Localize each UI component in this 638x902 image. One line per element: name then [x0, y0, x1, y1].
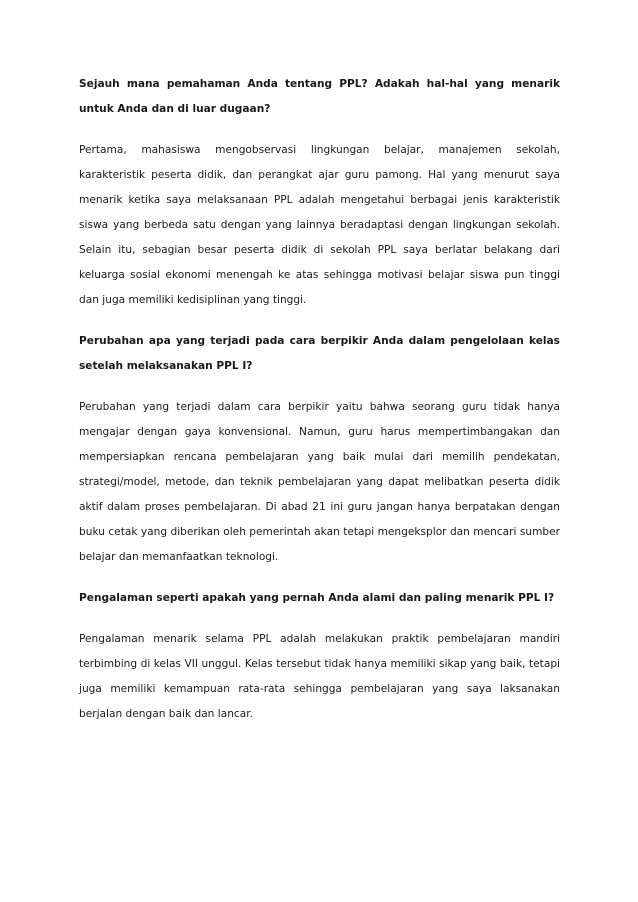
answer-paragraph: Pertama, mahasiswa mengobservasi lingkungan belajar, manajemen sekolah, karakteristik peserta didik, dan perangkat ajar guru pamong. Hal yang menurut saya menarik ketika saya melaksanaan PPL adalah mengetahui berbagai jenis karakteristik siswa yang berbeda satu dengan yang lainnya beradaptasi dengan lingkungan sekolah. Selain itu, sebagian besar peserta didik di sekolah PPL saya berlatar belakang dari keluarga sosial ekonomi menengah ke atas sehingga motivasi belajar siswa pun tinggi dan juga memiliki kedisiplinan yang tinggi. — [79, 144, 560, 306]
question-heading: Sejauh mana pemahaman Anda tentang PPL? Adakah hal-hal yang menarik untuk Anda dan di luar dugaan? — [79, 78, 560, 115]
question-heading: Perubahan apa yang terjadi pada cara berpikir Anda dalam pengelolaan kelas setelah melaksanakan PPL I? — [79, 335, 560, 372]
qa-section-3 — [79, 586, 560, 727]
qa-section-1 — [79, 72, 560, 313]
answer-paragraph: Perubahan yang terjadi dalam cara berpikir yaitu bahwa seorang guru tidak hanya mengajar dengan gaya konvensional. Namun, guru harus mempertimbangakan dan mempersiapkan rencana pembelajaran yang baik mulai dari memilih pendekatan, strategi/model, metode, dan teknik pembelajaran yang dapat melibatkan peserta didik aktif dalam proses pembelajaran. Di abad 21 ini guru jangan hanya berpatakan dengan buku cetak yang diberikan oleh pemerintah akan tetapi mengeksplor dan mencari sumber belajar dan memanfaatkan teknologi. — [79, 401, 560, 563]
question-heading: Pengalaman seperti apakah yang pernah Anda alami dan paling menarik PPL I? — [79, 592, 555, 604]
qa-section-2 — [79, 329, 560, 570]
document-page — [79, 72, 560, 743]
answer-paragraph: Pengalaman menarik selama PPL adalah melakukan praktik pembelajaran mandiri terbimbing di kelas VII unggul. Kelas tersebut tidak hanya memiliki sikap yang baik, tetapi juga memiliki kemampuan rata-rata sehingga pembelajaran yang saya laksanakan berjalan dengan baik dan lancar. — [79, 633, 560, 720]
